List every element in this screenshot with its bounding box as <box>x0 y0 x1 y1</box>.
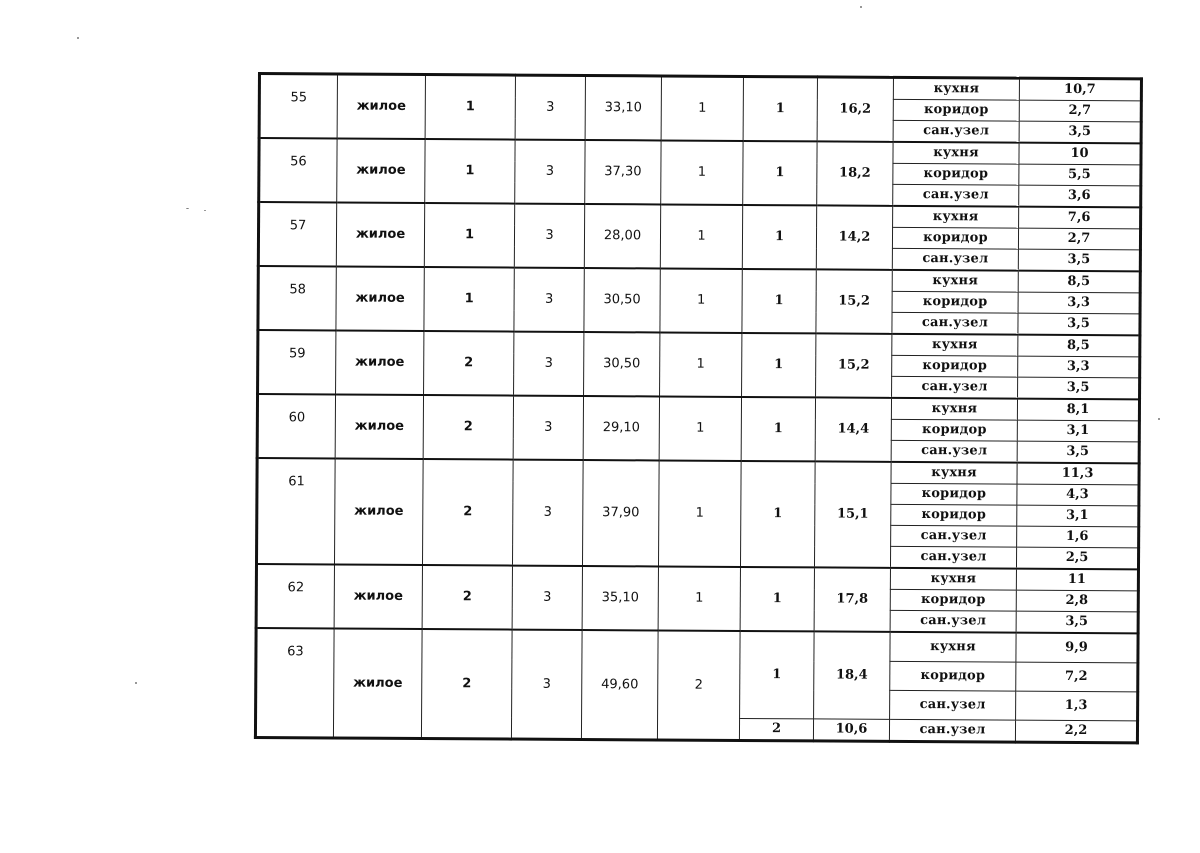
room-area: 9,9 <box>1016 633 1138 663</box>
room-name: коридор <box>892 227 1018 249</box>
room-area: 5,5 <box>1019 164 1141 186</box>
living-room-number: 1 <box>740 631 815 719</box>
room-area: 11,3 <box>1017 463 1139 485</box>
living-room-number: 1 <box>742 333 816 397</box>
room-name: кухня <box>893 77 1019 100</box>
apartment-number: 59 <box>258 330 336 394</box>
apartment-type: жилое <box>335 394 423 459</box>
living-room-area: 15,2 <box>816 333 892 397</box>
room-area: 2,7 <box>1019 100 1141 122</box>
living-rooms-count: 1 <box>658 460 741 566</box>
table-row <box>256 628 1138 663</box>
living-rooms-count: 1 <box>660 204 742 268</box>
room-area: 10,7 <box>1019 78 1141 101</box>
room-area: 3,1 <box>1017 505 1139 527</box>
room-area: 1,6 <box>1017 526 1139 548</box>
floor: 3 <box>515 140 585 204</box>
living-room-area: 14,4 <box>815 397 891 461</box>
room-name: коридор <box>893 99 1019 121</box>
living-room-area: 16,2 <box>817 77 893 142</box>
living-rooms-count: 1 <box>661 140 743 204</box>
rooms-count: 1 <box>425 139 515 204</box>
scan-speck <box>204 210 206 211</box>
room-name: коридор <box>892 291 1018 313</box>
table-row <box>258 266 1140 293</box>
room-area: 8,5 <box>1018 335 1140 357</box>
room-name: сан.узел <box>890 610 1016 632</box>
table-row <box>257 458 1139 485</box>
living-rooms-count: 1 <box>660 268 742 332</box>
rooms-count: 2 <box>422 565 512 630</box>
table-row <box>258 330 1140 357</box>
room-name: коридор <box>891 483 1017 505</box>
table-row <box>257 394 1139 421</box>
room-name: коридор <box>890 589 1016 611</box>
total-area: 29,10 <box>583 396 659 460</box>
rooms-count: 1 <box>425 75 515 140</box>
rooms-count: 2 <box>424 331 514 396</box>
floor: 3 <box>514 332 584 396</box>
room-area: 3,1 <box>1017 420 1139 442</box>
living-room-number: 1 <box>740 567 814 631</box>
room-area: 8,1 <box>1017 399 1139 421</box>
total-area: 37,90 <box>582 460 659 566</box>
floor: 3 <box>512 566 582 630</box>
room-area: 11 <box>1016 569 1138 591</box>
living-room-number: 1 <box>743 76 817 141</box>
rooms-count: 2 <box>421 629 512 739</box>
living-room-number: 2 <box>739 718 813 740</box>
total-area: 49,60 <box>581 630 658 740</box>
room-name: кухня <box>893 206 1019 228</box>
apartment-number: 56 <box>259 138 337 202</box>
living-room-area: 17,8 <box>814 567 890 631</box>
room-name: сан.узел <box>890 546 1016 568</box>
table-row <box>256 564 1138 591</box>
room-area: 2,5 <box>1016 547 1138 569</box>
apartment-type: жилое <box>337 74 425 139</box>
room-name: кухня <box>891 462 1017 484</box>
total-area: 28,00 <box>584 204 660 268</box>
room-area: 10 <box>1019 143 1141 165</box>
floor: 3 <box>511 630 582 740</box>
table-row <box>259 74 1141 101</box>
apartment-type: жилое <box>337 138 425 203</box>
room-name: сан.узел <box>892 376 1018 398</box>
room-name: кухня <box>891 398 1017 420</box>
table-body <box>255 74 1141 743</box>
table-row <box>259 138 1141 165</box>
room-area: 3,6 <box>1019 185 1141 207</box>
room-area: 3,3 <box>1018 356 1140 378</box>
living-room-number: 1 <box>741 397 815 461</box>
living-rooms-count: 1 <box>658 566 740 630</box>
rooms-count: 2 <box>423 395 513 460</box>
living-room-area: 18,2 <box>817 141 893 205</box>
living-rooms-count: 1 <box>661 76 743 141</box>
room-name: кухня <box>892 334 1018 356</box>
floor: 3 <box>513 396 583 460</box>
scan-speck <box>860 6 862 8</box>
room-area: 7,6 <box>1019 207 1141 229</box>
living-rooms-count: 1 <box>659 396 741 460</box>
total-area: 37,30 <box>585 140 661 204</box>
room-area: 3,5 <box>1018 249 1140 271</box>
living-room-number: 1 <box>742 269 816 333</box>
scan-speck <box>135 682 137 684</box>
room-name: кухня <box>893 142 1019 164</box>
room-area: 1,3 <box>1016 691 1138 721</box>
apartments-table <box>254 72 1143 744</box>
living-room-number: 1 <box>743 141 817 205</box>
total-area: 35,10 <box>582 566 658 630</box>
room-name: сан.узел <box>891 525 1017 547</box>
room-name: кухня <box>892 270 1018 292</box>
room-name: кухня <box>890 568 1016 590</box>
room-name: коридор <box>891 504 1017 526</box>
room-area: 3,3 <box>1018 292 1140 314</box>
room-name: сан.узел <box>891 440 1017 462</box>
room-area: 2,7 <box>1018 228 1140 250</box>
room-area: 3,5 <box>1019 121 1141 143</box>
living-rooms-count: 2 <box>657 630 740 740</box>
room-area: 8,5 <box>1018 271 1140 293</box>
room-name: коридор <box>890 661 1016 691</box>
living-room-number: 1 <box>742 205 816 269</box>
room-area: 3,5 <box>1017 441 1139 463</box>
scan-speck <box>1158 418 1160 420</box>
room-area: 2,2 <box>1015 720 1137 743</box>
apartment-number: 63 <box>255 628 334 738</box>
apartment-number: 60 <box>257 394 335 458</box>
scanned-page <box>254 72 1140 744</box>
room-name: сан.узел <box>890 690 1016 720</box>
living-room-area: 15,2 <box>816 269 892 333</box>
room-area: 3,5 <box>1016 611 1138 633</box>
room-name: сан.узел <box>892 312 1018 334</box>
rooms-count: 1 <box>424 203 514 268</box>
total-area: 33,10 <box>585 76 661 141</box>
scan-speck <box>186 208 189 209</box>
living-room-area: 15,1 <box>814 461 891 567</box>
total-area: 30,50 <box>584 332 660 396</box>
living-room-area: 14,2 <box>816 205 892 269</box>
apartment-type: жилое <box>334 458 423 565</box>
room-area: 3,5 <box>1018 313 1140 335</box>
living-room-area: 10,6 <box>813 719 889 741</box>
apartment-type: жилое <box>333 628 422 738</box>
room-name: кухня <box>890 632 1016 662</box>
floor: 3 <box>514 268 584 332</box>
room-name: коридор <box>892 355 1018 377</box>
room-area: 3,5 <box>1018 377 1140 399</box>
rooms-count: 2 <box>422 459 513 566</box>
apartment-number: 57 <box>258 202 336 266</box>
room-name: сан.узел <box>893 120 1019 142</box>
floor: 3 <box>514 204 584 268</box>
table-row <box>259 202 1141 229</box>
floor: 3 <box>512 460 583 566</box>
room-area: 2,8 <box>1016 590 1138 612</box>
living-room-area: 18,4 <box>814 631 891 719</box>
total-area: 30,50 <box>584 268 660 332</box>
apartment-number: 58 <box>258 266 336 330</box>
room-name: сан.узел <box>892 248 1018 270</box>
room-name: сан.узел <box>893 184 1019 206</box>
apartment-type: жилое <box>336 330 424 395</box>
apartment-number: 61 <box>256 458 335 564</box>
apartment-number: 62 <box>256 564 334 628</box>
room-area: 7,2 <box>1016 662 1138 692</box>
living-room-number: 1 <box>740 461 815 567</box>
apartment-type: жилое <box>334 564 422 629</box>
living-rooms-count: 1 <box>660 332 742 396</box>
room-name: сан.узел <box>889 719 1015 742</box>
rooms-count: 1 <box>424 267 514 332</box>
apartment-type: жилое <box>336 202 424 267</box>
floor: 3 <box>515 75 585 140</box>
room-name: коридор <box>891 419 1017 441</box>
apartment-number: 55 <box>259 74 337 139</box>
apartment-type: жилое <box>336 266 424 331</box>
room-area: 4,3 <box>1017 484 1139 506</box>
room-name: коридор <box>893 163 1019 185</box>
scan-speck <box>77 37 79 39</box>
